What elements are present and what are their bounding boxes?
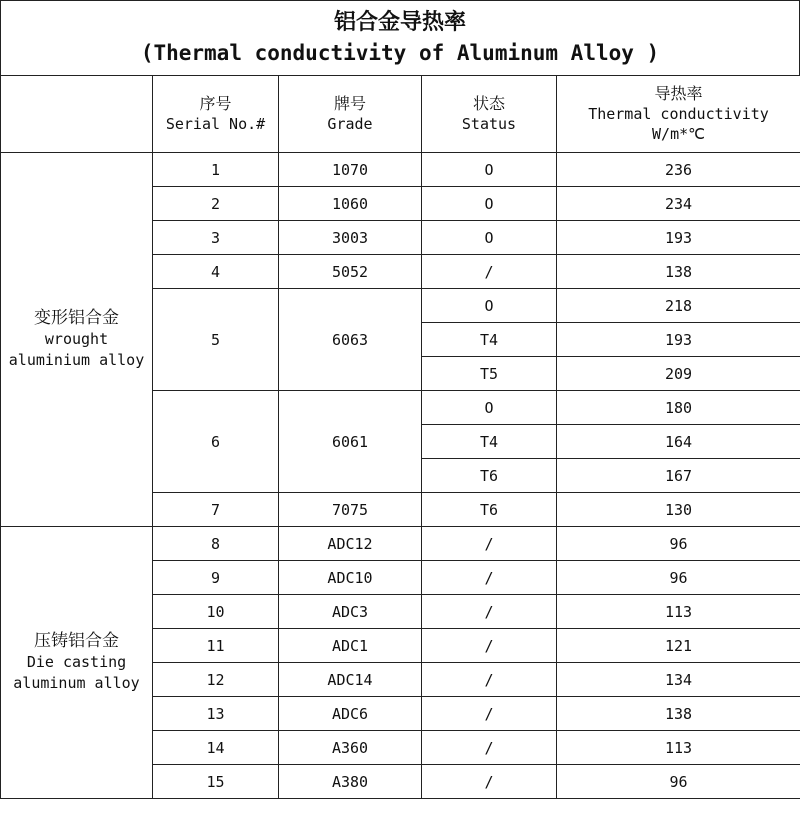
value-cell: 138 [557, 255, 800, 289]
status-cell: O [422, 187, 557, 221]
status-cell: / [422, 629, 557, 663]
table-row [1, 153, 800, 187]
group-wrought-en1: wrought [44, 330, 109, 348]
status-cell: / [422, 731, 557, 765]
status-cell: T6 [422, 493, 557, 527]
value-cell: 138 [557, 697, 800, 731]
status-cell: / [422, 697, 557, 731]
status-cell: O [422, 221, 557, 255]
status-cell: O [422, 153, 557, 187]
grade-cell: 7075 [279, 493, 422, 527]
group-die-casting [1, 527, 153, 799]
serial-cell: 2 [153, 187, 279, 221]
serial-cell: 1 [153, 153, 279, 187]
value-cell: 209 [557, 357, 800, 391]
serial-cell: 11 [153, 629, 279, 663]
grade-cell: ADC14 [279, 663, 422, 697]
serial-header-zh: 序号 [199, 94, 232, 113]
grade-cell: 1070 [279, 153, 422, 187]
value-cell: 193 [557, 323, 800, 357]
value-cell: 121 [557, 629, 800, 663]
value-cell: 96 [557, 527, 800, 561]
serial-cell: 8 [153, 527, 279, 561]
grade-header-zh: 牌号 [333, 94, 366, 113]
grade-cell: A380 [279, 765, 422, 799]
grade-cell: ADC6 [279, 697, 422, 731]
status-cell: T5 [422, 357, 557, 391]
value-cell: 218 [557, 289, 800, 323]
grade-cell: 6063 [279, 289, 422, 391]
status-cell: T4 [422, 323, 557, 357]
status-cell: O [422, 289, 557, 323]
serial-cell: 5 [153, 289, 279, 391]
serial-cell: 13 [153, 697, 279, 731]
serial-cell: 4 [153, 255, 279, 289]
grade-cell: ADC1 [279, 629, 422, 663]
value-cell: 167 [557, 459, 800, 493]
grade-cell: ADC10 [279, 561, 422, 595]
status-cell: T4 [422, 425, 557, 459]
conductivity-header-unit: W/m*℃ [652, 125, 705, 143]
value-cell: 113 [557, 731, 800, 765]
value-cell: 96 [557, 561, 800, 595]
status-cell: / [422, 561, 557, 595]
serial-cell: 12 [153, 663, 279, 697]
serial-cell: 6 [153, 391, 279, 493]
status-cell: / [422, 527, 557, 561]
group-die-casting-en2: aluminum alloy [13, 674, 140, 692]
grade-header-en: Grade [327, 115, 373, 133]
status-header [422, 76, 557, 153]
grade-header [279, 76, 422, 153]
value-cell: 236 [557, 153, 800, 187]
value-cell: 113 [557, 595, 800, 629]
group-header-cell [1, 76, 153, 153]
serial-cell: 14 [153, 731, 279, 765]
conductivity-header [557, 76, 800, 153]
title-chinese: 铝合金导热率 [333, 10, 466, 35]
group-wrought-en2: aluminium alloy [8, 351, 145, 369]
group-die-casting-en1: Die casting [26, 653, 127, 671]
grade-cell: 1060 [279, 187, 422, 221]
table-row [1, 527, 800, 561]
group-wrought-zh: 变形铝合金 [34, 308, 119, 328]
grade-cell: 6061 [279, 391, 422, 493]
value-cell: 130 [557, 493, 800, 527]
conductivity-header-en: Thermal conductivity [588, 105, 769, 123]
serial-header [153, 76, 279, 153]
value-cell: 96 [557, 765, 800, 799]
conductivity-header-zh: 导热率 [654, 84, 703, 103]
grade-cell: 5052 [279, 255, 422, 289]
serial-cell: 10 [153, 595, 279, 629]
title-english: (Thermal conductivity of Aluminum Alloy ) [140, 41, 660, 65]
status-cell: / [422, 255, 557, 289]
grade-cell: ADC12 [279, 527, 422, 561]
group-die-casting-zh: 压铸铝合金 [34, 631, 119, 651]
status-cell: T6 [422, 459, 557, 493]
value-cell: 193 [557, 221, 800, 255]
value-cell: 180 [557, 391, 800, 425]
value-cell: 164 [557, 425, 800, 459]
serial-cell: 9 [153, 561, 279, 595]
serial-header-en: Serial No.# [165, 115, 266, 133]
status-header-en: Status [461, 115, 517, 133]
status-cell: / [422, 765, 557, 799]
conductivity-table [0, 75, 800, 799]
title-block [0, 0, 800, 75]
group-wrought [1, 153, 153, 527]
serial-cell: 7 [153, 493, 279, 527]
value-cell: 134 [557, 663, 800, 697]
serial-cell: 3 [153, 221, 279, 255]
status-header-zh: 状态 [472, 94, 505, 113]
serial-cell: 15 [153, 765, 279, 799]
value-cell: 234 [557, 187, 800, 221]
grade-cell: 3003 [279, 221, 422, 255]
status-cell: / [422, 595, 557, 629]
header-row [1, 76, 800, 153]
status-cell: O [422, 391, 557, 425]
grade-cell: ADC3 [279, 595, 422, 629]
status-cell: / [422, 663, 557, 697]
grade-cell: A360 [279, 731, 422, 765]
